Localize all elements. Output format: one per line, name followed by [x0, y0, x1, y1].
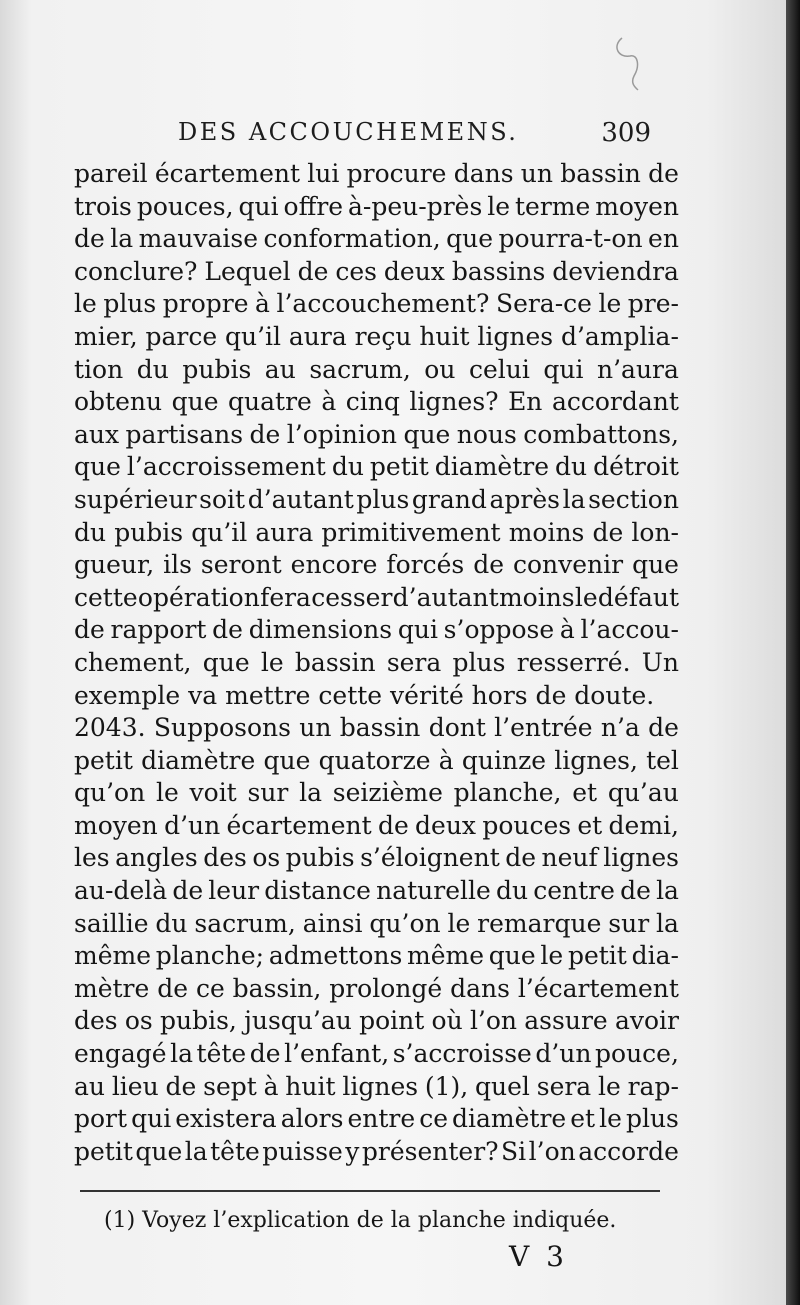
text-line: moyen d’un écartement de deux pouces et demi, [74, 810, 679, 840]
text-line: au lieu de sept à huit lignes (1), quel sera le rap- [74, 1071, 679, 1101]
text-line: de rapport de dimensions qui s’oppose à l’accou- [74, 615, 679, 645]
text-line: tion du pubis au sacrum, ou celui qui n’aura [74, 354, 679, 384]
running-title: DES ACCOUCHEMENS. [178, 118, 519, 146]
text-line: obtenu que quatre à cinq lignes? En accordant [74, 387, 679, 417]
text-line: cette opération fera cesser d’autant moins le défaut [74, 582, 679, 612]
text-line: engagé la tête de l’enfant, s’accroisse d’un pouce, [74, 1039, 679, 1069]
text-line: gueur, ils seront encore forcés de convenir que [74, 550, 679, 580]
text-line: pareil écartement lui procure dans un bassin de [74, 159, 679, 188]
page-header [178, 118, 651, 158]
text-line: conclure? Lequel de ces deux bassins deviendra [74, 256, 679, 286]
text-line: saillie du sacrum, ainsi qu’on le remarque sur la [74, 908, 679, 938]
text-line: port qui existera alors entre ce diamètre et le plus [74, 1104, 679, 1134]
text-line: de la mauvaise conformation, que pourra-t-on en [74, 224, 679, 254]
footnote: (1) Voyez l’explication de la planche indiquée. [104, 1208, 617, 1233]
text-line: petit diamètre que quatorze à quinze lignes, tel [74, 745, 679, 775]
text-line: petit que la tête puisse y présenter? Si l’on accorde [74, 1136, 679, 1166]
text-line: 2043. Supposons un bassin dont l’entrée n’a de [74, 713, 679, 743]
text-line: mètre de ce bassin, prolongé dans l’écartement [74, 973, 679, 1003]
text-line: les angles des os pubis s’éloignent de neuf lignes [74, 843, 679, 873]
text-line: mier, parce qu’il aura reçu huit lignes d’amplia- [74, 321, 679, 351]
text-line: même planche; admettons même que le petit dia- [74, 941, 679, 971]
text-line: exemple va mettre cette vérité hors de doute. [74, 680, 655, 710]
text-line: aux partisans de l’opinion que nous combattons, [74, 419, 679, 449]
text-line: au-delà de leur distance naturelle du centre de la [74, 876, 679, 906]
text-line: du pubis qu’il aura primitivement moins de lon- [74, 517, 679, 547]
pencil-annotation-mark [608, 32, 648, 92]
signature-mark: V 3 [509, 1240, 568, 1273]
page-number: 309 [601, 118, 651, 148]
footnote-divider [80, 1190, 660, 1192]
text-line: le plus propre à l’accouchement? Sera-ce le pre- [74, 289, 679, 319]
body-text [74, 158, 679, 1168]
text-line: trois pouces, qui offre à-peu-près le terme moyen [74, 191, 679, 221]
text-line: que l’accroissement du petit diamètre du détroit [74, 452, 679, 482]
text-line: supérieur soit d’autant plus grand après la section [74, 484, 679, 514]
text-line: chement, que le bassin sera plus resserré. Un [74, 647, 679, 677]
page-edge-shadow [786, 0, 800, 1305]
text-line: des os pubis, jusqu’au point où l’on assure avoir [74, 1006, 679, 1036]
text-line: qu’on le voit sur la seizième planche, et qu’au [74, 778, 679, 808]
